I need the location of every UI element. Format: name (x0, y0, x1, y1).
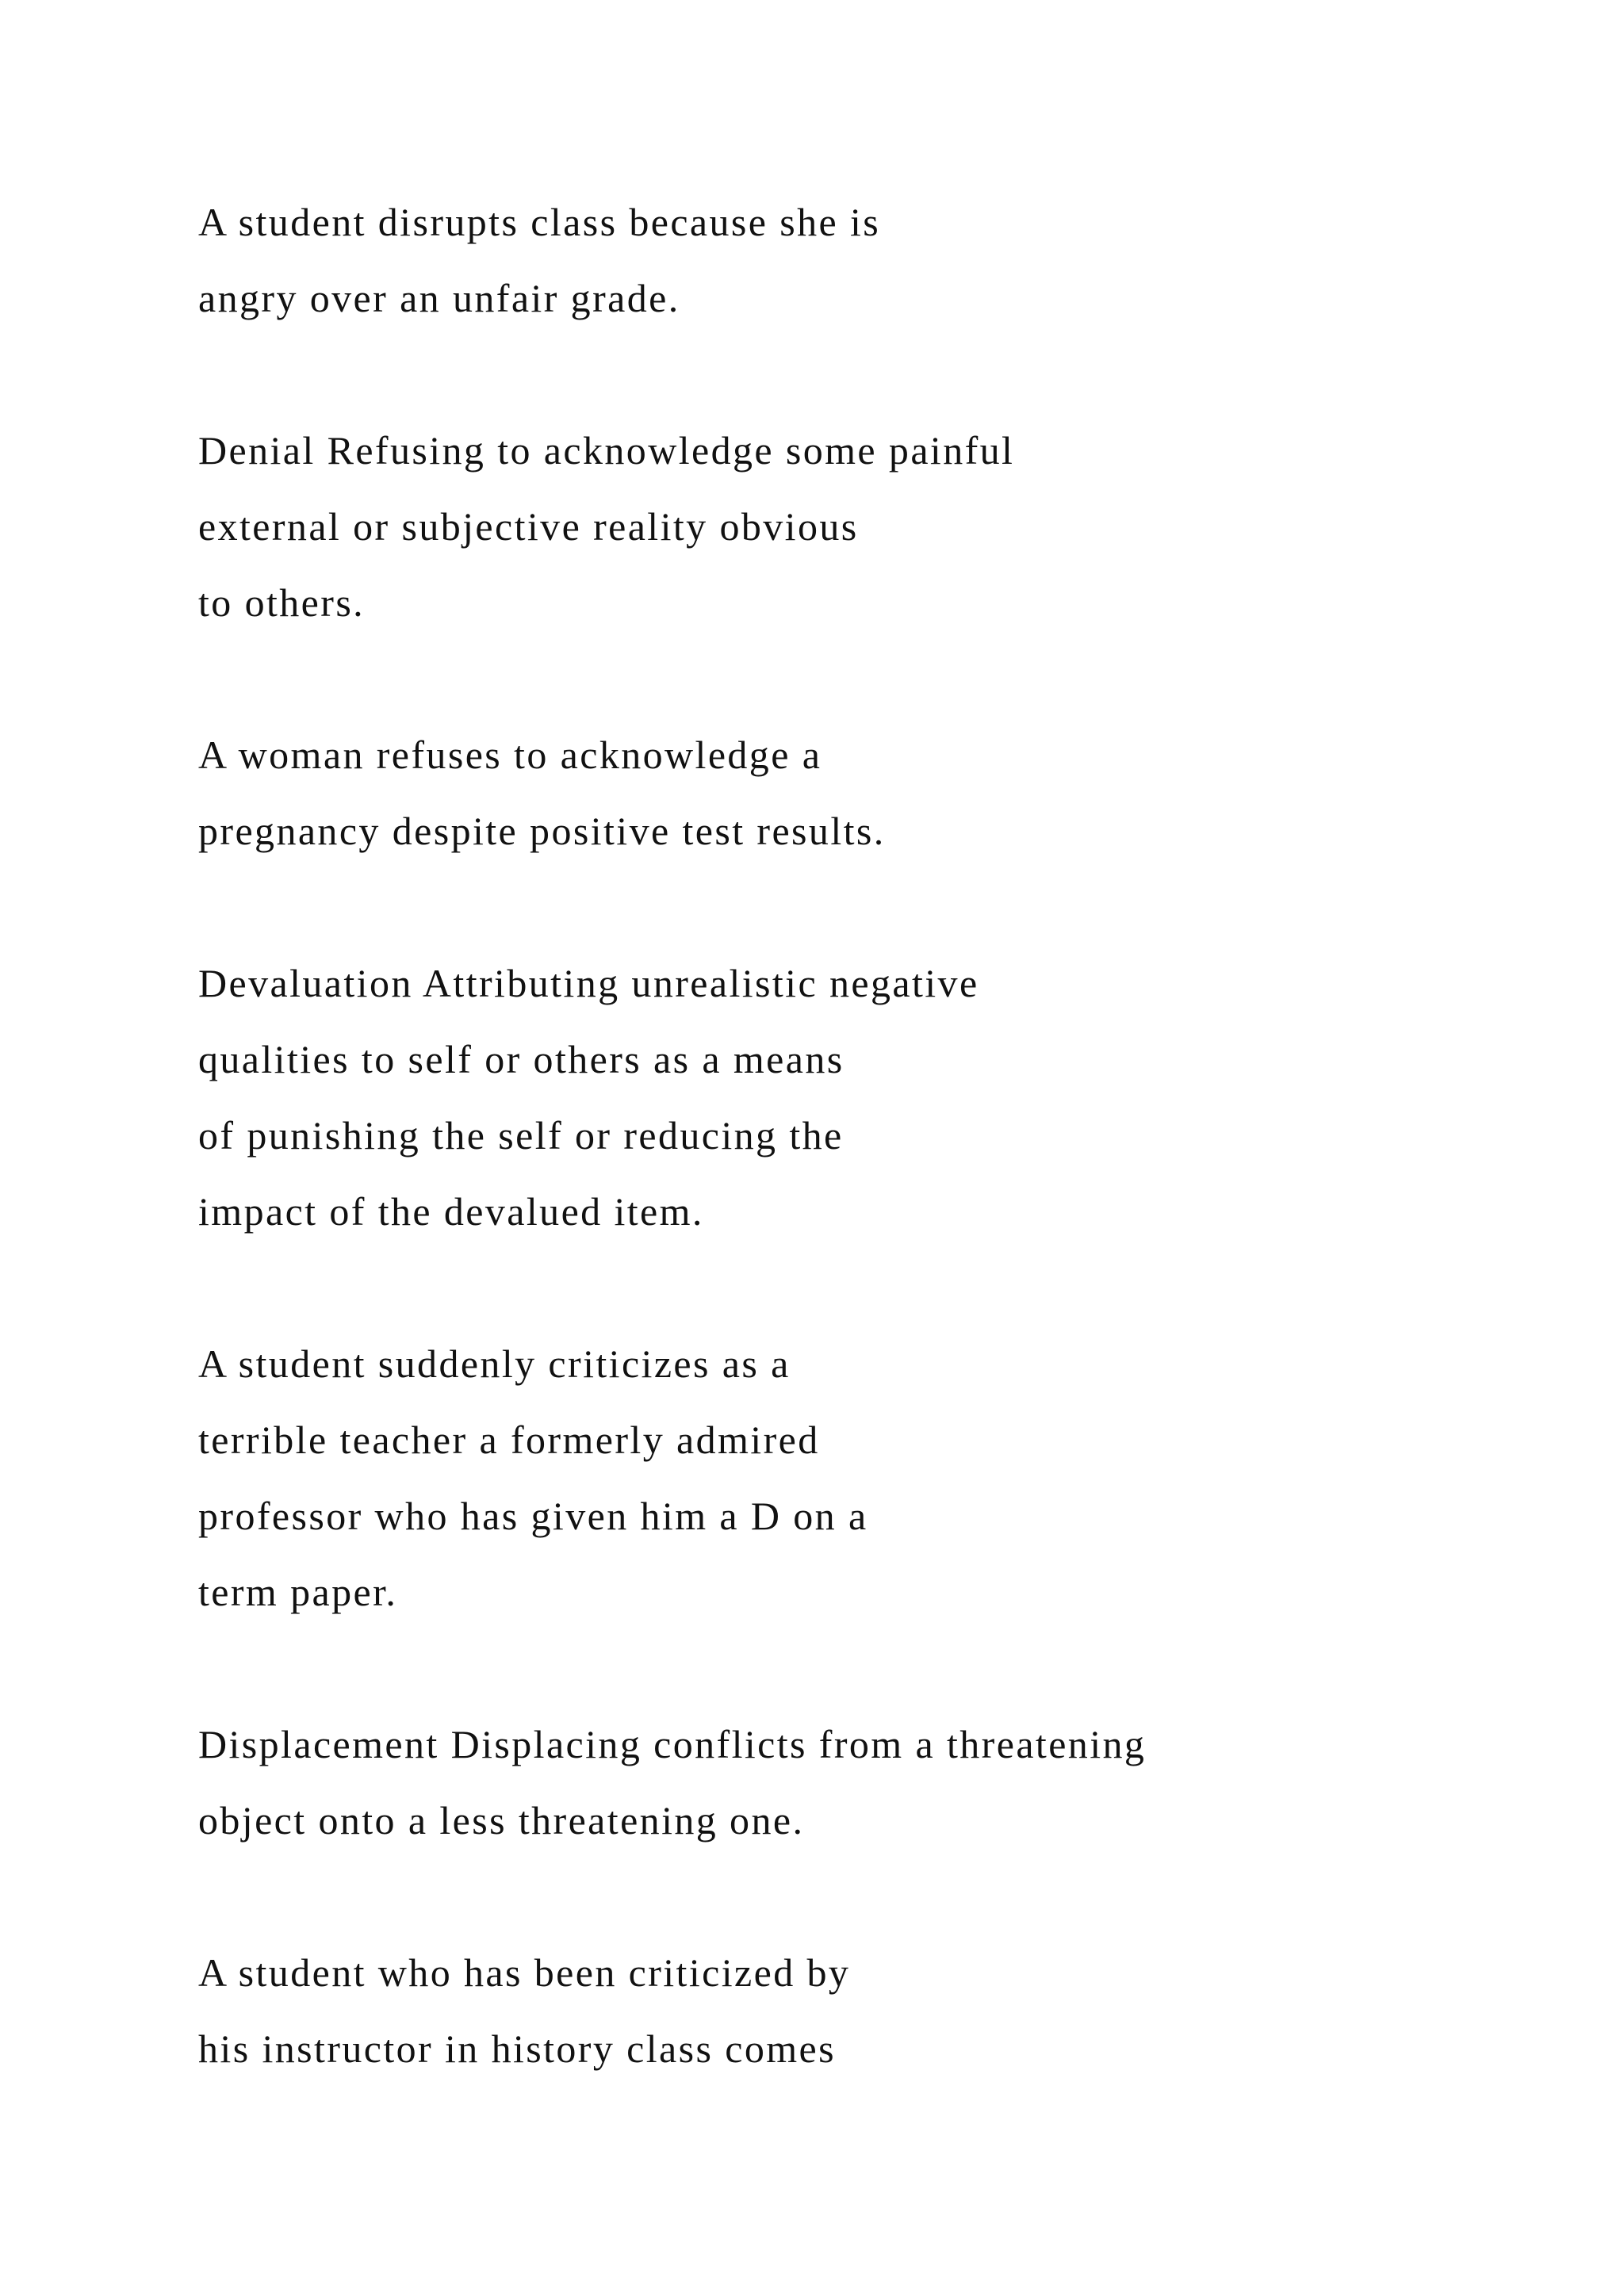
text-line: A student disrupts class because she is (198, 200, 881, 244)
paragraph-gap (198, 1873, 1546, 1949)
text-line: qualities to self or others as a means (198, 1037, 845, 1081)
paragraph-gap (198, 1264, 1546, 1340)
paragraph-gap (198, 883, 1546, 959)
text-line: pregnancy despite positive test results. (198, 809, 886, 853)
text-line: terrible teacher a formerly admired (198, 1418, 820, 1462)
text-line: of punishing the self or reducing the (198, 1113, 844, 1158)
text-line: to others. (198, 580, 366, 625)
paragraph-5 (198, 1340, 1546, 1644)
text-line: A student who has been criticized by (198, 1950, 851, 1995)
text-line: his instructor in history class comes (198, 2026, 836, 2071)
paragraph-gap (198, 1644, 1546, 1720)
paragraph-3 (198, 731, 1546, 883)
text-line: angry over an unfair grade. (198, 276, 680, 320)
text-line: term paper. (198, 1570, 398, 1614)
text-line: professor who has given him a D on a (198, 1494, 868, 1538)
paragraph-2 (198, 427, 1546, 655)
document-body (198, 198, 1546, 2101)
text-line: Displacement Displacing conflicts from a threatening (198, 1722, 1147, 1766)
text-line: impact of the devalued item. (198, 1189, 704, 1234)
text-line: Denial Refusing to acknowledge some painful (198, 428, 1015, 473)
paragraph-7 (198, 1949, 1546, 2101)
text-line: A woman refuses to acknowledge a (198, 733, 822, 777)
paragraph-6 (198, 1720, 1546, 1873)
paragraph-gap (198, 655, 1546, 731)
paragraph-4 (198, 959, 1546, 1264)
paragraph-gap (198, 350, 1546, 427)
text-line: object onto a less threatening one. (198, 1798, 805, 1843)
text-line: A student suddenly criticizes as a (198, 1341, 791, 1386)
paragraph-1 (198, 198, 1546, 350)
text-line: Devaluation Attributing unrealistic negative (198, 961, 979, 1005)
text-line: external or subjective reality obvious (198, 504, 859, 549)
